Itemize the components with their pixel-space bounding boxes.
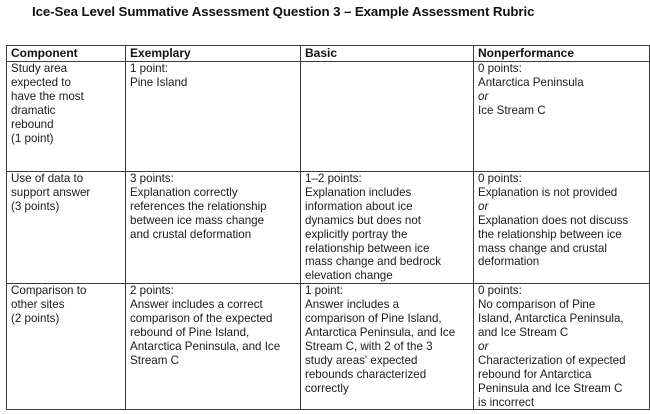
- cell-basic: [301, 62, 474, 172]
- cell-line: Stream C, with 2 of the 3: [305, 339, 433, 353]
- cell-line: Pine Island: [130, 75, 188, 89]
- header-component: Component: [7, 46, 126, 62]
- cell-line: Island, Antarctica Peninsula,: [478, 312, 624, 326]
- cell-line: and crustal deformation: [130, 227, 252, 241]
- cell-line: 0 points:: [478, 284, 522, 298]
- cell-line: is incorrect: [478, 395, 535, 409]
- table-row-comparison: [7, 284, 650, 410]
- cell-line: Explanation includes: [305, 185, 412, 199]
- cell-line: Study area: [11, 62, 68, 75]
- cell-line: 1 point:: [130, 62, 169, 75]
- cell-line: Antarctica Peninsula, and Ice: [130, 339, 281, 353]
- cell-line: rebounds characterized: [305, 367, 427, 381]
- cell-line: Explanation correctly: [130, 185, 238, 199]
- cell-line: support answer: [11, 185, 91, 199]
- cell-line: references the relationship: [130, 199, 267, 213]
- cell-line: comparison of the expected: [130, 312, 273, 326]
- cell-line: rebound of Pine Island,: [130, 325, 250, 339]
- cell-line: Ice Stream C: [478, 103, 546, 117]
- cell-line: No comparison of Pine: [478, 298, 596, 312]
- cell-line: Use of data to: [11, 172, 84, 185]
- cell-line: the relationship between ice: [478, 227, 622, 241]
- cell-line: (3 points): [11, 199, 60, 213]
- cell-basic: [301, 284, 474, 410]
- cell-nonperformance: [474, 62, 650, 172]
- table-row-study-area: [7, 62, 650, 172]
- cell-exemplary: [126, 284, 301, 410]
- cell-line: 0 points:: [478, 172, 522, 185]
- cell-line: 2 points:: [130, 284, 174, 298]
- or-separator: or: [478, 199, 489, 213]
- cell-line: explicitly portray the: [305, 227, 408, 241]
- header-row: [7, 46, 650, 62]
- table-row-use-of-data: [7, 172, 650, 284]
- cell-line: study areas' expected: [305, 353, 418, 367]
- cell-component: [7, 284, 126, 410]
- cell-line: correctly: [305, 381, 349, 395]
- cell-nonperformance: [474, 284, 650, 410]
- cell-line: Explanation does not discuss: [478, 213, 629, 227]
- cell-exemplary: [126, 172, 301, 284]
- cell-line: deformation: [478, 255, 540, 269]
- cell-line: and Ice Stream C: [478, 325, 569, 339]
- cell-line: mass change and crustal: [478, 241, 607, 255]
- cell-line: Comparison to: [11, 284, 87, 298]
- cell-nonperformance: [474, 172, 650, 284]
- cell-line: Answer includes a: [305, 298, 400, 312]
- cell-line: have the most: [11, 89, 84, 103]
- rubric-table: [6, 45, 650, 410]
- cell-line: Peninsula and Ice Stream C: [478, 381, 623, 395]
- cell-line: Stream C: [130, 353, 179, 367]
- cell-line: 0 points:: [478, 62, 522, 75]
- header-nonperformance: Nonperformance: [474, 46, 650, 62]
- cell-line: Explanation is not provided: [478, 185, 618, 199]
- cell-line: information about ice: [305, 199, 413, 213]
- cell-line: other sites: [11, 298, 65, 312]
- cell-line: (2 points): [11, 312, 60, 326]
- cell-line: 1 point:: [305, 284, 344, 298]
- cell-line: dramatic: [11, 103, 56, 117]
- or-separator: or: [478, 339, 489, 353]
- cell-line: dynamics but does not: [305, 213, 422, 227]
- cell-line: Antarctica Peninsula, and Ice: [305, 325, 456, 339]
- document-title: Ice-Sea Level Summative Assessment Question 3 – Example Assessment Rubric: [32, 4, 535, 19]
- cell-line: rebound for Antarctica: [478, 367, 592, 381]
- cell-line: 3 points:: [130, 172, 174, 185]
- cell-line: expected to: [11, 75, 71, 89]
- header-basic: Basic: [301, 46, 474, 62]
- cell-line: elevation change: [305, 269, 393, 283]
- cell-basic: [301, 172, 474, 284]
- cell-line: rebound: [11, 117, 54, 131]
- cell-line: Answer includes a correct: [130, 298, 263, 312]
- cell-component: [7, 62, 126, 172]
- cell-line: Characterization of expected: [478, 353, 626, 367]
- cell-line: mass change and bedrock: [305, 255, 441, 269]
- header-exemplary: Exemplary: [126, 46, 301, 62]
- cell-line: relationship between ice: [305, 241, 430, 255]
- cell-exemplary: [126, 62, 301, 172]
- or-separator: or: [478, 89, 489, 103]
- cell-line: (1 point): [11, 131, 54, 145]
- cell-component: [7, 172, 126, 284]
- cell-line: Antarctica Peninsula: [478, 75, 584, 89]
- cell-line: comparison of Pine Island,: [305, 312, 442, 326]
- cell-line: 1–2 points:: [305, 172, 362, 185]
- cell-line: between ice mass change: [130, 213, 265, 227]
